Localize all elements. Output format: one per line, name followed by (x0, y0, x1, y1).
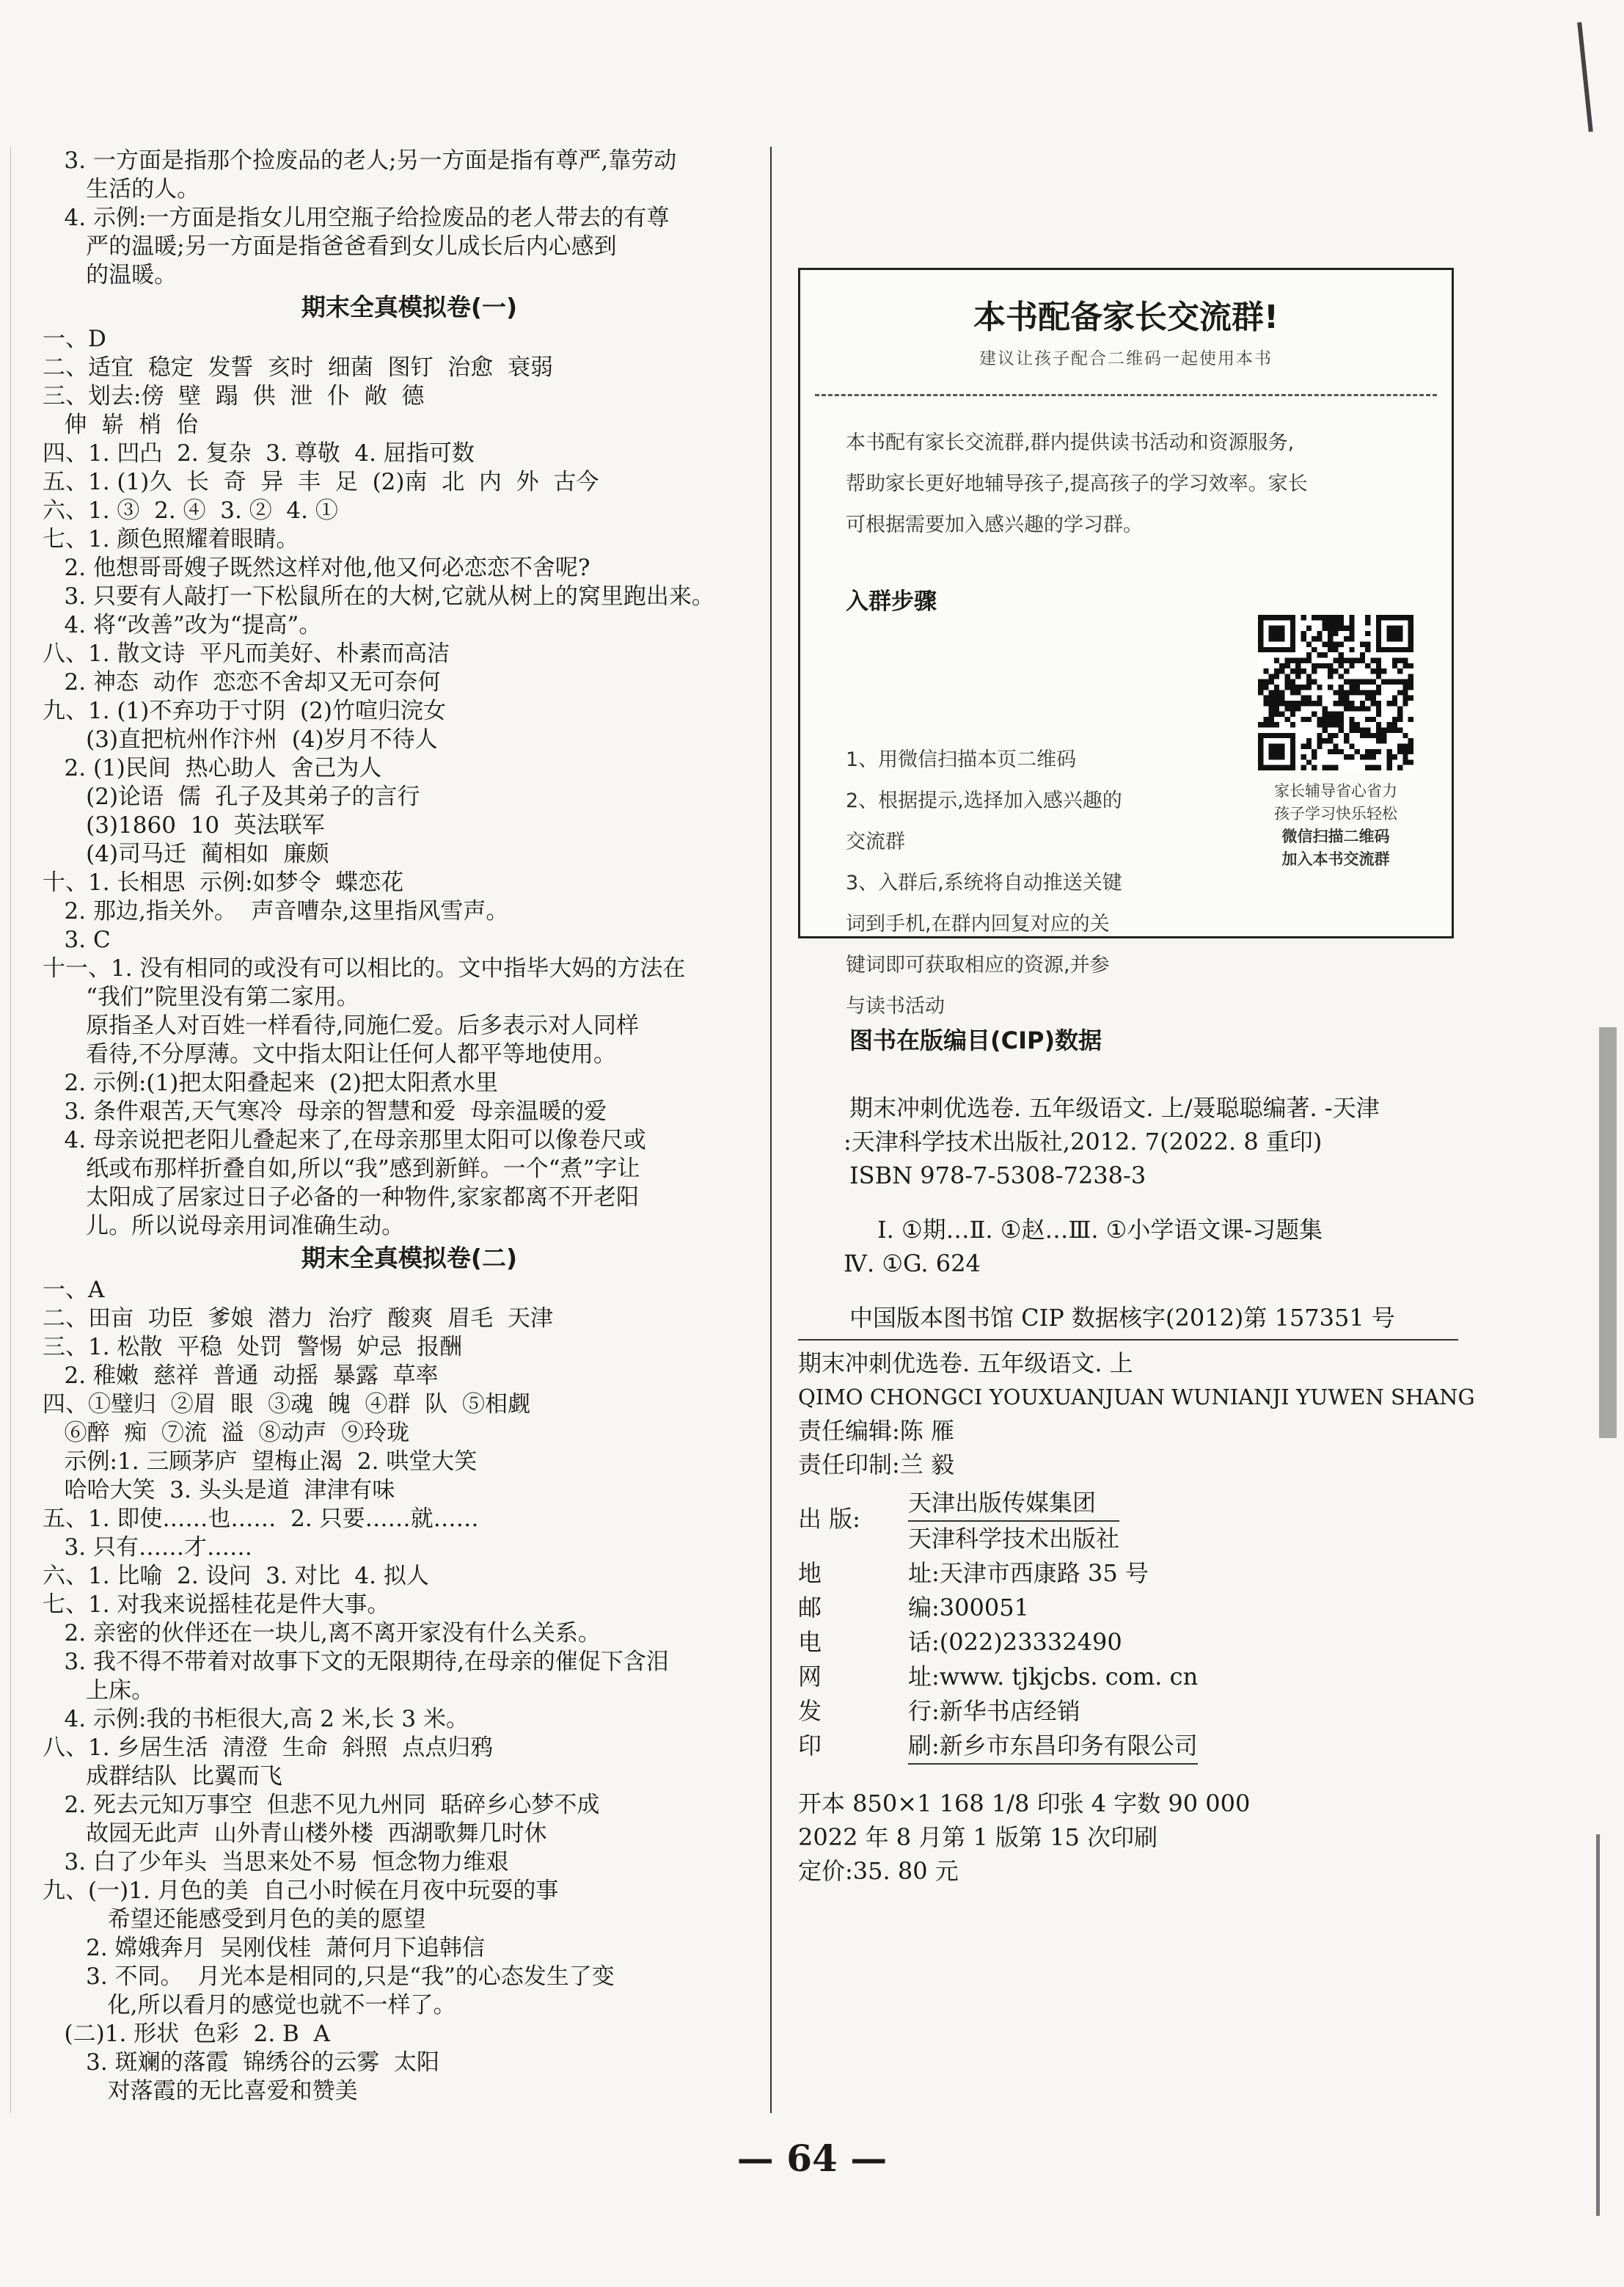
qr-caption-line: 加入本书交流群 (1281, 850, 1390, 868)
qr-code-icon[interactable] (1258, 615, 1413, 770)
promo-body-line: 可根据需要加入感兴趣的学习群。 (846, 514, 1143, 536)
cip-line: 期末冲刺优选卷. 五年级语文. 上/聂聪聪编著. -天津 (849, 1094, 1380, 1122)
left-margin-rule (10, 147, 11, 2113)
answer-line: 一、D (43, 326, 106, 352)
answer-line: 故园无此声 山外青山楼外楼 西湖歌舞几时休 (43, 1820, 547, 1847)
colophon-pinyin: QIMO CHONGCI YOUXUANJUAN WUNIANJI YUWEN SHANG (798, 1385, 1475, 1409)
section-heading: 期末全真模拟卷(二) (301, 1244, 518, 1272)
colophon-distributor: 发 行:新华书店经销 (798, 1697, 1080, 1725)
promo-step-line: 交流群 (846, 831, 905, 853)
colophon-publisher: 出 版: 天津出版传媒集团 天津科学技术出版社 (798, 1486, 1458, 1556)
colophon-title: 期末冲刺优选卷. 五年级语文. 上 (798, 1349, 1133, 1377)
answer-line: 看待,不分厚薄。文中指太阳让任何人都平等地使用。 (43, 1041, 616, 1068)
answer-line: 对落霞的无比喜爱和赞美 (43, 2078, 358, 2104)
cip-classification: Ⅰ. ①期…Ⅱ. ①赵…Ⅲ. ①小学语文课-习题集 (877, 1216, 1323, 1244)
colophon-price: 定价:35. 80 元 (798, 1857, 959, 1885)
answer-key-column (43, 147, 776, 2106)
answer-line: 七、1. 对我来说摇桂花是件大事。 (43, 1591, 390, 1618)
colophon-website: 网 址:www. tjkjcbs. com. cn (798, 1663, 1199, 1690)
answer-line: (2)论语 儒 孔子及其弟子的言行 (43, 784, 420, 810)
answer-line: 2. 稚嫩 慈祥 普通 动摇 暴露 草率 (43, 1363, 439, 1389)
answer-line: (3)1860 10 英法联军 (43, 812, 325, 839)
promo-step-line: 词到手机,在群内回复对应的关 (846, 913, 1110, 935)
cip-line: :天津科学技术出版社,2012. 7(2022. 8 重印) (844, 1128, 1323, 1156)
promo-step-line: 3、入群后,系统将自动推送关键 (846, 872, 1122, 894)
promo-dashed-divider (815, 394, 1437, 396)
page-edge-mark (1596, 1834, 1600, 2216)
colophon-postcode: 邮 编:300051 (798, 1594, 1029, 1622)
answer-line: 六、1. 比喻 2. 设问 3. 对比 4. 拟人 (43, 1563, 429, 1589)
parent-group-promo-box (798, 268, 1454, 1018)
answer-line: 十、1. 长相思 示例:如梦令 蝶恋花 (43, 869, 404, 896)
answer-line: 六、1. ③ 2. ④ 3. ② 4. ① (43, 497, 338, 524)
answer-line: 2. 嫦娥奔月 吴刚伐桂 萧何月下追韩信 (43, 1935, 485, 1961)
qr-caption (1240, 780, 1431, 871)
answer-line: 2. 亲密的伙伴还在一块儿,离不离开家没有什么关系。 (43, 1620, 601, 1646)
cip-isbn: ISBN 978-7-5308-7238-3 (849, 1161, 1146, 1189)
answer-line: 七、1. 颜色照耀着眼睛。 (43, 526, 299, 552)
answer-line: 化,所以看月的感觉也就不一样了。 (43, 1992, 456, 2018)
colophon-phone: 电 话:(022)23332490 (798, 1628, 1122, 1656)
promo-body-line: 本书配有家长交流群,群内提供读书活动和资源服务, (846, 431, 1295, 454)
cip-heading: 图书在版编目(CIP)数据 (849, 1026, 1102, 1054)
page-edge-mark (1577, 22, 1593, 132)
answer-line: 2. 神态 动作 恋恋不舍却又无可奈何 (43, 669, 441, 696)
answer-line: 九、1. (1)不弃功于寸阴 (2)竹喧归浣女 (43, 698, 446, 724)
answer-line: 3. C (43, 927, 111, 953)
cip-divider (798, 1339, 1458, 1341)
answer-line: 3. 条件艰苦,天气寒冷 母亲的智慧和爱 母亲温暖的爱 (43, 1098, 607, 1125)
promo-body (846, 423, 1422, 546)
answer-line: 三、1. 松散 平稳 处罚 警惕 妒忌 报酬 (43, 1334, 462, 1360)
answer-line: 一、A (43, 1277, 105, 1303)
cip-number: 中国版本图书馆 CIP 数据核字(2012)第 157351 号 (849, 1304, 1395, 1332)
answer-line: 希望还能感受到月色的美的愿望 (43, 1906, 426, 1933)
promo-title: 本书配备家长交流群! (973, 299, 1279, 336)
answer-line: 五、1. 即使……也…… 2. 只要……就…… (43, 1506, 479, 1532)
answer-line: 3. 我不得不带着对故事下文的无限期待,在母亲的催促下含泪 (43, 1649, 669, 1675)
qr-caption-line: 微信扫描二维码 (1281, 828, 1390, 845)
promo-step-line: 键词即可获取相应的资源,并参 (846, 954, 1110, 977)
answer-line: 儿。所以说母亲用词准确生动。 (43, 1213, 405, 1239)
answer-line: 2. 死去元知万事空 但悲不见九州同 聒碎乡心梦不成 (43, 1792, 600, 1818)
answer-line: 3. 只有……才…… (43, 1534, 252, 1561)
answer-line: 二、适宜 稳定 发誓 亥时 细菌 图钉 治愈 衰弱 (43, 354, 553, 381)
colophon-edition: 2022 年 8 月第 1 版第 15 次印刷 (798, 1823, 1158, 1851)
answer-line: 2. 那边,指关外。 声音嘈杂,这里指风雪声。 (43, 898, 509, 924)
answer-line: 二、田亩 功臣 爹娘 潜力 治疗 酸爽 眉毛 天津 (43, 1305, 553, 1332)
answer-line: 3. 一方面是指那个捡废品的老人;另一方面是指有尊严,靠劳动 (43, 147, 677, 174)
answer-line: 九、(一)1. 月色的美 自己小时候在月夜中玩耍的事 (43, 1878, 559, 1904)
answer-line: 八、1. 散文诗 平凡而美好、朴素而高洁 (43, 641, 450, 667)
colophon-print-house: 印 刷:新乡市东昌印务有限公司 (798, 1729, 1458, 1765)
answer-line: (3)直把杭州作汴州 (4)岁月不待人 (43, 726, 438, 753)
answer-line: 纸或布那样折叠自如,所以“我”感到新鲜。一个“煮”字让 (43, 1156, 640, 1182)
promo-step-line: 2、根据提示,选择加入感兴趣的 (846, 789, 1122, 812)
answer-line: 成群结队 比翼而飞 (43, 1763, 282, 1790)
answer-line: 太阳成了居家过日子必备的一种物件,家家都离不开老阳 (43, 1184, 639, 1211)
cip-block (798, 1024, 1475, 1888)
column-divider (770, 147, 772, 2113)
answer-line: 生活的人。 (43, 176, 200, 203)
qr-caption-line: 孩子学习快乐轻松 (1274, 805, 1397, 822)
answer-line: 四、1. 凹凸 2. 复杂 3. 尊敬 4. 屈指可数 (43, 440, 475, 467)
answer-line: 八、1. 乡居生活 清澄 生命 斜照 点点归鸦 (43, 1735, 494, 1761)
answer-line: 2. 示例:(1)把太阳叠起来 (2)把太阳煮水里 (43, 1070, 498, 1096)
answer-line: 3. 白了少年头 当思来处不易 恒念物力维艰 (43, 1849, 509, 1875)
answer-line: 原指圣人对百姓一样看待,同施仁爱。后多表示对人同样 (43, 1013, 639, 1039)
answer-line: 3. 只要有人敲打一下松鼠所在的大树,它就从树上的窝里跑出来。 (43, 583, 714, 610)
answer-line: 严的温暖;另一方面是指爸爸看到女儿成长后内心感到 (43, 233, 617, 260)
answer-line: 四、①璧归 ②眉 眼 ③魂 魄 ④群 队 ⑤相觑 (43, 1391, 530, 1418)
answer-line: 4. 将“改善”改为“提高”。 (43, 612, 322, 638)
colophon-editor: 责任编辑:陈 雁 (798, 1417, 954, 1445)
answer-line: 伸 崭 梢 佁 (43, 412, 199, 438)
answer-line: 4. 母亲说把老阳儿叠起来了,在母亲那里太阳可以像卷尺或 (43, 1127, 646, 1153)
answer-line: 2. (1)民间 热心助人 舍己为人 (43, 755, 382, 781)
answer-line: 4. 示例:一方面是指女儿用空瓶子给捡废品的老人带去的有尊 (43, 205, 670, 231)
colophon-address: 地 址:天津市西康路 35 号 (798, 1559, 1149, 1587)
answer-line: ⑥醉 痴 ⑦流 溢 ⑧动声 ⑨玲珑 (43, 1420, 410, 1446)
answer-line: (二)1. 形状 色彩 2. B A (43, 2021, 330, 2047)
answer-line: (4)司马迁 蔺相如 廉颇 (43, 841, 329, 867)
promo-step-line: 与读书活动 (846, 995, 945, 1018)
answer-line: 上床。 (43, 1677, 155, 1704)
page-edge-mark (1599, 1027, 1617, 1438)
answer-line: 2. 他想哥哥嫂子既然这样对他,他又何必恋恋不舍呢? (43, 555, 590, 581)
promo-body-line: 帮助家长更好地辅导孩子,提高孩子的学习效率。家长 (846, 473, 1308, 495)
promo-steps-title: 入群步骤 (846, 588, 937, 615)
answer-line: 3. 斑斓的落霞 锦绣谷的云雾 太阳 (43, 2049, 439, 2076)
section-heading: 期末全真模拟卷(一) (301, 293, 518, 321)
answer-line: 示例:1. 三顾茅庐 望梅止渴 2. 哄堂大笑 (43, 1448, 478, 1475)
colophon-format: 开本 850×1 168 1/8 印张 4 字数 90 000 (798, 1790, 1251, 1817)
answer-line: 十一、1. 没有相同的或没有可以相比的。文中指毕大妈的方法在 (43, 955, 686, 982)
answer-line: 哈哈大笑 3. 头头是道 津津有味 (43, 1477, 395, 1503)
promo-steps (846, 740, 1257, 1027)
cip-classification: Ⅳ. ①G. 624 (844, 1250, 981, 1277)
answer-line: 三、划去:傍 壁 蹋 供 泄 仆 敞 德 (43, 383, 425, 409)
answer-line: 五、1. (1)久 长 奇 异 丰 足 (2)南 北 内 外 古今 (43, 469, 599, 495)
answer-line: “我们”院里没有第二家用。 (43, 984, 359, 1010)
promo-subtitle: 建议让孩子配合二维码一起使用本书 (979, 349, 1273, 368)
promo-step-line: 1、用微信扫描本页二维码 (846, 748, 1077, 771)
answer-line: 的温暖。 (43, 262, 178, 288)
answer-line: 4. 示例:我的书柜很大,高 2 米,长 3 米。 (43, 1706, 469, 1732)
qr-caption-line: 家长辅导省心省力 (1274, 782, 1397, 800)
answer-line: 3. 不同。 月光本是相同的,只是“我”的心态发生了变 (43, 1963, 615, 1990)
page-number: — 64 — (736, 2137, 888, 2180)
colophon-printer: 责任印制:兰 毅 (798, 1451, 954, 1478)
